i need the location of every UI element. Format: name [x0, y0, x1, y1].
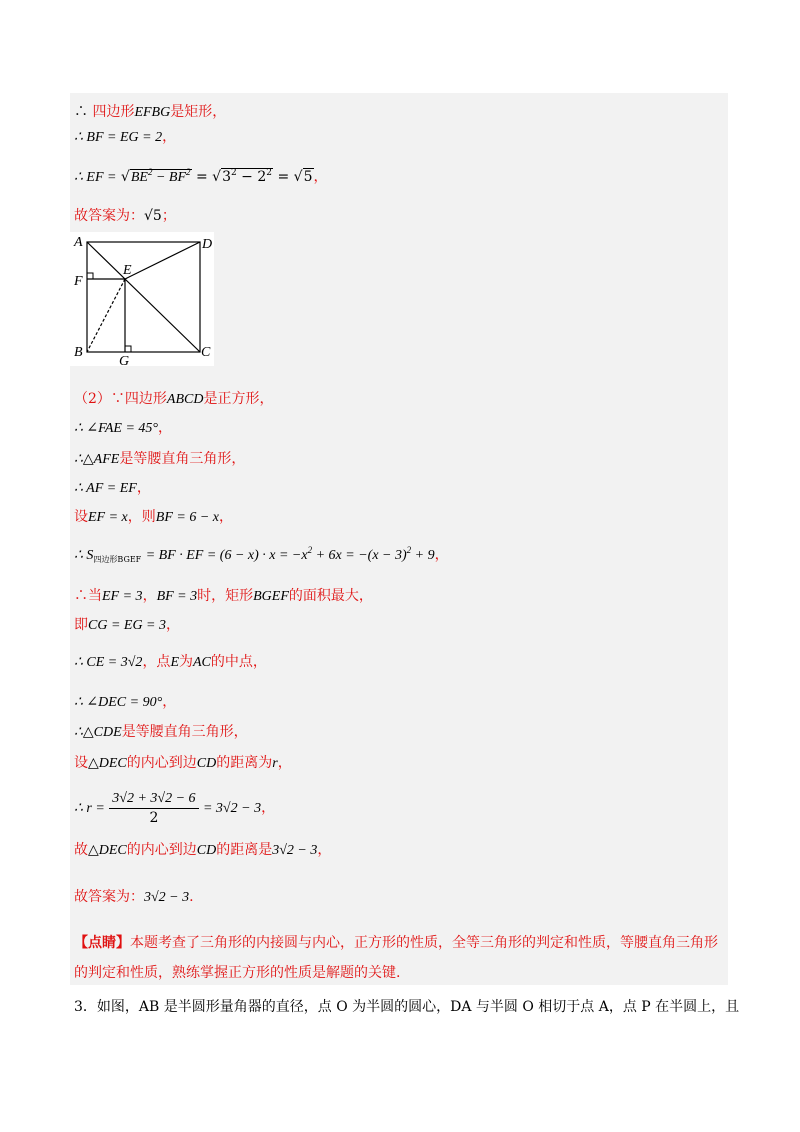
label-B: B [74, 345, 83, 360]
line-p2-cde: ∴△CDE是等腰直角三角形， [74, 724, 248, 740]
label-E: E [123, 263, 132, 278]
line-p2-area: ∴ $S_{四边形BGEF}$ = BF · EF = $(6 - x) \cdot x = -x^2 + 6x = -(x - 3)^2 + 9$， [74, 545, 449, 564]
label-C: C [201, 345, 211, 360]
label-G: G [119, 354, 130, 366]
line-p2-isosceles: ∴△AFE是等腰直角三角形， [74, 451, 246, 467]
line-ef-sqrt: ∴ EF = $√BE^2 - BF^2 = √3^2 - 2^2 = √5$， [74, 167, 328, 185]
line-p2-af-ef: ∴ AF = EF， [74, 480, 151, 496]
line-p2-angle: ∴ ∠FAE = 45°， [74, 420, 173, 436]
line-answer-1: 故答案为：√5； [74, 208, 176, 224]
label-F: F [74, 274, 83, 289]
label-A: A [74, 235, 83, 250]
line-p2-cg: 即CG = EG = 3， [74, 617, 181, 633]
line-p2-dec: ∴ ∠DEC = 90°， [74, 694, 177, 710]
line-p2-let: 设EF = x，则BF = 6 − x， [74, 509, 233, 525]
question-3: 3．如图，AB 是半圆形量角器的直径，点 O 为半圆的圆心，DA 与半圆 O 相切于点 A，点 P 在半圆上，且 [74, 999, 740, 1015]
line-p2-conclusion: 故△DEC的内心到边CD的距离是3√2 − 3， [74, 842, 332, 858]
line-bf-eg: ∴ BF = EG = 2， [74, 129, 177, 145]
note-text: 本题考查了三角形的内接圆与内心，正方形的性质，全等三角形的判定和性质，等腰直角三角形的判定和性质，熟练掌握正方形的性质是解题的关键. [74, 935, 718, 981]
line-p2-ce: ∴ CE = 3√2，点E为AC的中点， [74, 654, 267, 670]
key-point-note [74, 928, 724, 988]
line-rectangle-conclusion: ∴ 四边形EFBG是矩形， [74, 104, 227, 120]
square-diagram [70, 232, 214, 366]
line-answer-2: 故答案为：3√2 − 3. [74, 889, 194, 905]
line-p2-square: （2）∵四边形ABCD是正方形， [74, 391, 274, 407]
note-tag: 【点睛】 [74, 935, 130, 951]
line-p2-max: ∴当EF = 3，BF = 3时，矩形BGEF的面积最大， [74, 588, 373, 604]
label-D: D [202, 237, 213, 252]
line-p2-incenter: 设△DEC的内心到边CD的距离为r， [74, 755, 292, 771]
geometry-figure [70, 232, 214, 366]
line-p2-r-formula: ∴ r = $\frac{3√2 + 3√2 - 6}{2}$ = 3√2 − 3， [74, 790, 276, 826]
